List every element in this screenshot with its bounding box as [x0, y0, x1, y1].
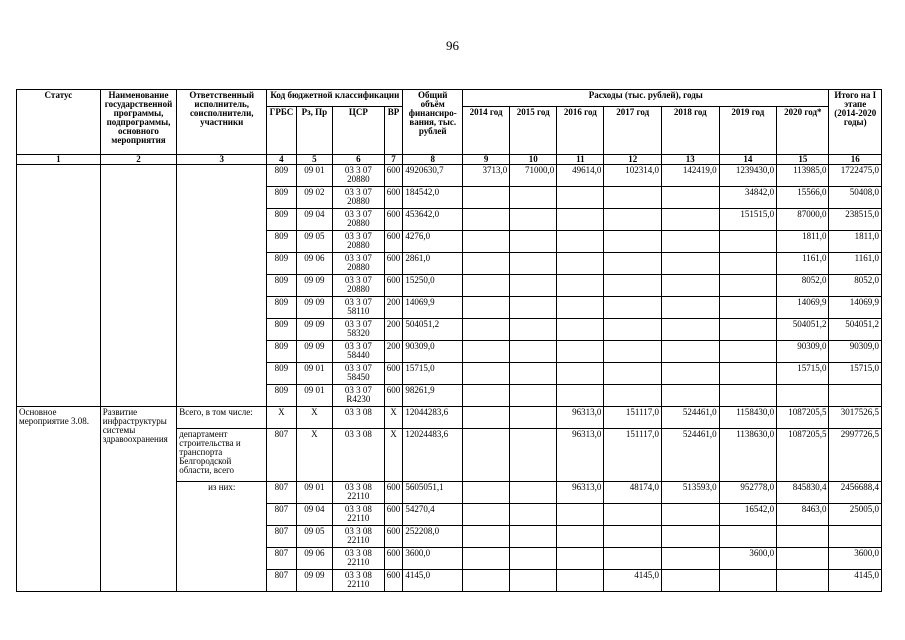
cell-y2017: 151117,0: [604, 429, 662, 482]
cell-y2018: [661, 504, 719, 526]
cell-csr: 03 3 08 22110: [333, 504, 384, 526]
cell-y2016: 96313,0: [557, 407, 604, 429]
col-number: 12: [604, 155, 662, 165]
budget-table: [16, 89, 882, 592]
cell-y2014: [463, 363, 510, 385]
cell-y2017: [604, 253, 662, 275]
cell-y2019: 34842,0: [719, 187, 777, 209]
cell-y2014: [463, 341, 510, 363]
cell-stage: 25005,0: [829, 504, 882, 526]
cell-y2020: 1161,0: [777, 253, 829, 275]
cell-grbs: 807: [267, 570, 296, 592]
cell-y2018: [661, 319, 719, 341]
cell-y2016: 96313,0: [557, 429, 604, 482]
cell-stage: 1161,0: [829, 253, 882, 275]
cell-csr: 03 3 08 22110: [333, 548, 384, 570]
cell-rz: 09 06: [296, 548, 333, 570]
cell-total: 2861,0: [403, 253, 463, 275]
cell-rz: 09 01: [296, 385, 333, 407]
cell-y2020: [777, 548, 829, 570]
cell-total: 4276,0: [403, 231, 463, 253]
cell-stage: 3017526,5: [829, 407, 882, 429]
cell-stage: [829, 385, 882, 407]
cell-y2015: [510, 429, 557, 482]
cell-vr: 600: [384, 187, 403, 209]
cell-grbs: 809: [267, 187, 296, 209]
cell-y2020: 1811,0: [777, 231, 829, 253]
cell-y2017: [604, 341, 662, 363]
cell-rz: 09 09: [296, 275, 333, 297]
cell-csr: 03 3 07 20880: [333, 209, 384, 231]
cell-grbs: 809: [267, 165, 296, 187]
cell-y2014: [463, 275, 510, 297]
cell-y2017: [604, 319, 662, 341]
column-number-row: [17, 155, 882, 165]
cell-vr: 200: [384, 341, 403, 363]
cell-y2018: [661, 209, 719, 231]
cell-vr: 600: [384, 275, 403, 297]
cell-rz: 09 09: [296, 319, 333, 341]
cell-rz: 09 05: [296, 231, 333, 253]
cell-vr: 600: [384, 165, 403, 187]
cell-y2019: 1158430,0: [719, 407, 777, 429]
cell-csr: 03 3 07 R4230: [333, 385, 384, 407]
cell-grbs: 809: [267, 231, 296, 253]
cell-vr: 600: [384, 526, 403, 548]
cell-stage: 3600,0: [829, 548, 882, 570]
cell-total: 12024483,6: [403, 429, 463, 482]
cell-y2020: [777, 385, 829, 407]
cell-rz: 09 01: [296, 363, 333, 385]
cell-total: 98261,9: [403, 385, 463, 407]
cell-rz: 09 09: [296, 341, 333, 363]
cell-grbs: 809: [267, 385, 296, 407]
cell-y2014: [463, 548, 510, 570]
cell-rz: 09 01: [296, 482, 333, 504]
header-status: Статус: [17, 90, 101, 155]
cell-stage: 15715,0: [829, 363, 882, 385]
cell-vr: 600: [384, 482, 403, 504]
cell-y2019: [719, 526, 777, 548]
cell-stage: 2997726,5: [829, 429, 882, 482]
col-number: 6: [333, 155, 384, 165]
cell-y2017: [604, 231, 662, 253]
cell-y2019: [719, 319, 777, 341]
cell-rz: 09 01: [296, 165, 333, 187]
cell-stage: 50408,0: [829, 187, 882, 209]
cell-y2020: 15566,0: [777, 187, 829, 209]
cell-y2016: [557, 363, 604, 385]
cell-executor: департамент строительства и транспорта Белгородской области, всего: [177, 429, 267, 482]
cell-y2019: 16542,0: [719, 504, 777, 526]
cell-y2017: [604, 275, 662, 297]
cell-y2014: 3713,0: [463, 165, 510, 187]
cell-vr: 600: [384, 504, 403, 526]
cell-csr: 03 3 07 58320: [333, 319, 384, 341]
cell-csr: 03 3 07 20880: [333, 187, 384, 209]
cell-of-which: из них:: [177, 482, 267, 592]
cell-total: 14069,9: [403, 297, 463, 319]
cell-vr: X: [384, 407, 403, 429]
cell-stage: [829, 526, 882, 548]
col-number: 4: [267, 155, 296, 165]
cell-y2016: 49614,0: [557, 165, 604, 187]
cell-y2014: [463, 429, 510, 482]
cell-executor-empty: [177, 165, 267, 407]
cell-y2016: [557, 504, 604, 526]
col-number: 13: [661, 155, 719, 165]
cell-rz: X: [296, 407, 333, 429]
cell-csr: 03 3 08 22110: [333, 526, 384, 548]
cell-y2014: [463, 504, 510, 526]
cell-y2016: [557, 341, 604, 363]
cell-total: 12044283,6: [403, 407, 463, 429]
cell-rz: 09 09: [296, 297, 333, 319]
cell-grbs: 809: [267, 319, 296, 341]
cell-vr: 200: [384, 319, 403, 341]
cell-grbs: 807: [267, 526, 296, 548]
cell-y2019: 151515,0: [719, 209, 777, 231]
cell-y2016: [557, 319, 604, 341]
cell-y2019: [719, 297, 777, 319]
cell-total: 252208,0: [403, 526, 463, 548]
cell-rz: 09 06: [296, 253, 333, 275]
header-2019: 2019 год: [719, 107, 777, 155]
cell-y2018: [661, 385, 719, 407]
cell-vr: 600: [384, 385, 403, 407]
header-2016: 2016 год: [557, 107, 604, 155]
cell-y2018: 524461,0: [661, 407, 719, 429]
cell-y2015: [510, 297, 557, 319]
cell-y2017: [604, 526, 662, 548]
cell-y2015: [510, 253, 557, 275]
cell-grbs: 809: [267, 253, 296, 275]
cell-vr: 600: [384, 570, 403, 592]
cell-rz: X: [296, 429, 333, 482]
col-number: 11: [557, 155, 604, 165]
cell-csr: 03 3 07 58450: [333, 363, 384, 385]
cell-csr: 03 3 08: [333, 407, 384, 429]
cell-y2020: [777, 570, 829, 592]
cell-y2015: [510, 504, 557, 526]
cell-y2020: [777, 526, 829, 548]
cell-y2019: [719, 275, 777, 297]
col-number: 15: [777, 155, 829, 165]
cell-grbs: 809: [267, 363, 296, 385]
cell-y2018: [661, 253, 719, 275]
cell-y2014: [463, 253, 510, 275]
cell-csr: 03 3 07 20880: [333, 231, 384, 253]
cell-y2015: [510, 363, 557, 385]
cell-stage: 8052,0: [829, 275, 882, 297]
header-budget-code: Код бюджетной классификации: [267, 90, 403, 107]
cell-y2020: 504051,2: [777, 319, 829, 341]
cell-y2016: [557, 548, 604, 570]
cell-y2019: [719, 363, 777, 385]
cell-y2016: [557, 231, 604, 253]
cell-y2017: [604, 363, 662, 385]
cell-y2018: [661, 231, 719, 253]
cell-vr: X: [384, 429, 403, 482]
col-number: 3: [177, 155, 267, 165]
cell-y2019: [719, 341, 777, 363]
cell-executor: Всего, в том числе:: [177, 407, 267, 429]
cell-y2018: [661, 187, 719, 209]
cell-y2018: 524461,0: [661, 429, 719, 482]
cell-stage: 1722475,0: [829, 165, 882, 187]
cell-csr: 03 3 08 22110: [333, 570, 384, 592]
cell-total: 5605051,1: [403, 482, 463, 504]
cell-total: 54270,4: [403, 504, 463, 526]
cell-stage: 4145,0: [829, 570, 882, 592]
cell-stage: 14069,9: [829, 297, 882, 319]
cell-y2020: 113985,0: [777, 165, 829, 187]
cell-y2015: [510, 385, 557, 407]
cell-y2015: [510, 319, 557, 341]
cell-y2015: [510, 526, 557, 548]
cell-grbs: X: [267, 407, 296, 429]
cell-total: 184542,0: [403, 187, 463, 209]
cell-y2019: [719, 385, 777, 407]
cell-status-empty: [17, 165, 101, 407]
cell-y2018: 142419,0: [661, 165, 719, 187]
header-rz: Рз, Пр: [296, 107, 333, 155]
cell-grbs: 809: [267, 341, 296, 363]
cell-grbs: 807: [267, 429, 296, 482]
cell-y2015: [510, 275, 557, 297]
col-number: 2: [100, 155, 176, 165]
cell-total: 15715,0: [403, 363, 463, 385]
cell-y2019: 1138630,0: [719, 429, 777, 482]
cell-y2014: [463, 482, 510, 504]
cell-y2018: [661, 297, 719, 319]
col-number: 8: [403, 155, 463, 165]
cell-y2016: [557, 187, 604, 209]
cell-total: 504051,2: [403, 319, 463, 341]
cell-grbs: 807: [267, 548, 296, 570]
cell-rz: 09 04: [296, 504, 333, 526]
cell-y2019: 952778,0: [719, 482, 777, 504]
cell-y2014: [463, 526, 510, 548]
cell-csr: 03 3 07 58440: [333, 341, 384, 363]
cell-y2016: [557, 253, 604, 275]
cell-y2020: 87000,0: [777, 209, 829, 231]
cell-y2015: 71000,0: [510, 165, 557, 187]
cell-vr: 600: [384, 253, 403, 275]
cell-grbs: 807: [267, 482, 296, 504]
header-csr: ЦСР: [333, 107, 384, 155]
header-2017: 2017 год: [604, 107, 662, 155]
cell-grbs: 809: [267, 209, 296, 231]
cell-y2019: 3600,0: [719, 548, 777, 570]
cell-y2016: [557, 297, 604, 319]
cell-name-empty: [100, 165, 176, 407]
cell-y2015: [510, 341, 557, 363]
col-number: 10: [510, 155, 557, 165]
cell-y2018: [661, 275, 719, 297]
cell-stage: 2456688,4: [829, 482, 882, 504]
col-number: 9: [463, 155, 510, 165]
cell-y2015: [510, 187, 557, 209]
page-number: 96: [446, 38, 459, 53]
cell-csr: 03 3 07 58110: [333, 297, 384, 319]
cell-rz: 09 02: [296, 187, 333, 209]
cell-y2019: 1239430,0: [719, 165, 777, 187]
cell-y2020: 15715,0: [777, 363, 829, 385]
cell-stage: 90309,0: [829, 341, 882, 363]
cell-y2017: [604, 504, 662, 526]
cell-y2018: [661, 363, 719, 385]
header-2020: 2020 год*: [777, 107, 829, 155]
cell-y2015: [510, 570, 557, 592]
cell-y2014: [463, 319, 510, 341]
cell-y2020: 8052,0: [777, 275, 829, 297]
cell-total: 90309,0: [403, 341, 463, 363]
cell-y2015: [510, 548, 557, 570]
cell-total: 453642,0: [403, 209, 463, 231]
header-grbs: ГРБС: [267, 107, 296, 155]
cell-rz: 09 04: [296, 209, 333, 231]
cell-y2015: [510, 231, 557, 253]
col-number: 16: [829, 155, 882, 165]
header-2014: 2014 год: [463, 107, 510, 155]
cell-y2014: [463, 297, 510, 319]
header-expenses: Расходы (тыс. рублей), годы: [463, 90, 829, 107]
cell-y2016: 96313,0: [557, 482, 604, 504]
cell-y2018: [661, 526, 719, 548]
cell-y2017: [604, 209, 662, 231]
cell-y2017: 4145,0: [604, 570, 662, 592]
cell-y2020: 1087205,5: [777, 429, 829, 482]
cell-y2017: [604, 187, 662, 209]
header-2015: 2015 год: [510, 107, 557, 155]
cell-y2015: [510, 209, 557, 231]
cell-y2020: 1087205,5: [777, 407, 829, 429]
cell-y2020: 90309,0: [777, 341, 829, 363]
cell-y2017: 151117,0: [604, 407, 662, 429]
cell-y2014: [463, 385, 510, 407]
cell-y2016: [557, 275, 604, 297]
header-vr: ВР: [384, 107, 403, 155]
col-number: 1: [17, 155, 101, 165]
table-row: [17, 165, 882, 187]
cell-vr: 600: [384, 231, 403, 253]
cell-y2019: [719, 253, 777, 275]
cell-y2018: 513593,0: [661, 482, 719, 504]
cell-y2017: 48174,0: [604, 482, 662, 504]
cell-y2018: [661, 341, 719, 363]
cell-y2014: [463, 231, 510, 253]
cell-y2020: 8463,0: [777, 504, 829, 526]
cell-y2014: [463, 209, 510, 231]
cell-y2016: [557, 385, 604, 407]
header-executor: Ответственный исполнитель, соисполнители, участники: [177, 90, 267, 155]
header-stage-total: Итого на I этапе (2014-2020 годы): [829, 90, 882, 155]
cell-vr: 600: [384, 548, 403, 570]
cell-grbs: 809: [267, 297, 296, 319]
cell-csr: 03 3 07 20880: [333, 165, 384, 187]
cell-y2018: [661, 570, 719, 592]
cell-csr: 03 3 08: [333, 429, 384, 482]
cell-grbs: 809: [267, 275, 296, 297]
col-number: 5: [296, 155, 333, 165]
cell-stage: 238515,0: [829, 209, 882, 231]
cell-csr: 03 3 08 22110: [333, 482, 384, 504]
table-row: [17, 407, 882, 429]
cell-status: Основное мероприятие 3.08.: [17, 407, 101, 592]
header-name: Наименование государственной программы, подпрограммы, основного мероприятия: [100, 90, 176, 155]
header-total-volume: Общий объём финансиро-вания, тыс. рублей: [403, 90, 463, 155]
cell-stage: 1811,0: [829, 231, 882, 253]
cell-rz: 09 09: [296, 570, 333, 592]
cell-csr: 03 3 07 20880: [333, 253, 384, 275]
cell-y2016: [557, 526, 604, 548]
cell-y2017: [604, 385, 662, 407]
cell-y2018: [661, 548, 719, 570]
cell-y2016: [557, 209, 604, 231]
cell-y2020: 14069,9: [777, 297, 829, 319]
cell-y2019: [719, 570, 777, 592]
header-2018: 2018 год: [661, 107, 719, 155]
cell-y2014: [463, 407, 510, 429]
cell-total: 4145,0: [403, 570, 463, 592]
cell-y2014: [463, 187, 510, 209]
cell-grbs: 807: [267, 504, 296, 526]
cell-total: 3600,0: [403, 548, 463, 570]
cell-name: Развитие инфраструктуры системы здравоохранения: [100, 407, 176, 592]
col-number: 7: [384, 155, 403, 165]
cell-y2015: [510, 407, 557, 429]
cell-y2016: [557, 570, 604, 592]
cell-stage: 504051,2: [829, 319, 882, 341]
cell-total: 4920630,7: [403, 165, 463, 187]
cell-rz: 09 05: [296, 526, 333, 548]
col-number: 14: [719, 155, 777, 165]
cell-y2017: 102314,0: [604, 165, 662, 187]
cell-vr: 200: [384, 297, 403, 319]
cell-y2017: [604, 548, 662, 570]
cell-y2020: 845830,4: [777, 482, 829, 504]
cell-csr: 03 3 07 20880: [333, 275, 384, 297]
cell-vr: 600: [384, 363, 403, 385]
cell-y2014: [463, 570, 510, 592]
cell-y2015: [510, 482, 557, 504]
cell-y2019: [719, 231, 777, 253]
cell-vr: 600: [384, 209, 403, 231]
cell-total: 15250,0: [403, 275, 463, 297]
cell-y2017: [604, 297, 662, 319]
